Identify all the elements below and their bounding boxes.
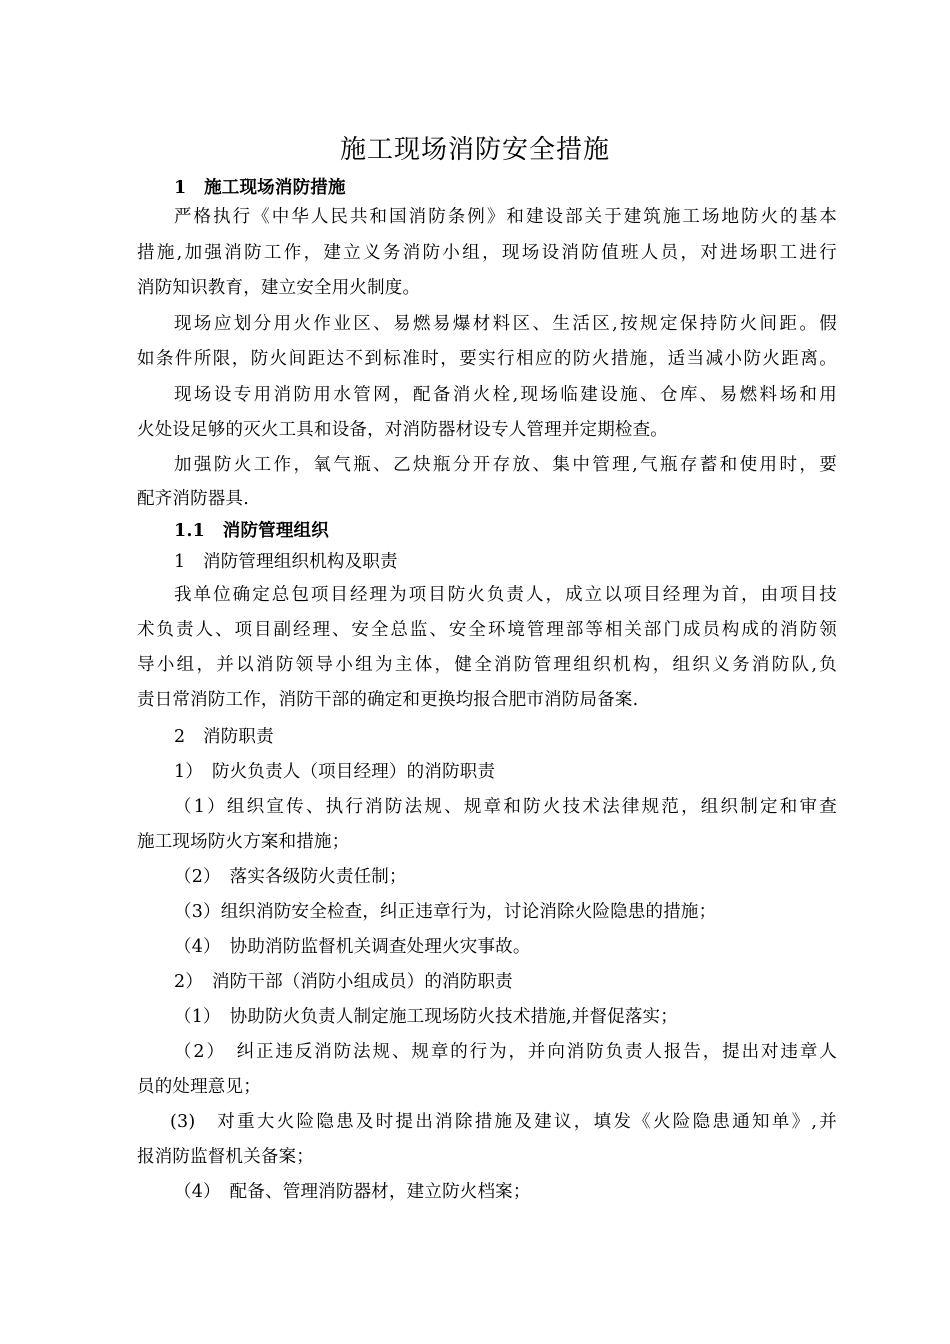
item-heading: 1） 防火负责人（项目经理）的消防职责 [174, 762, 496, 782]
paragraph-line: 加强防火工作，氧气瓶、乙炔瓶分开存放、集中管理,气瓶存蓄和使用时，要 [174, 455, 837, 475]
paragraph-line: 施工现场防火方案和措施； [137, 832, 350, 852]
list-item: （4） 协助消防监督机关调查处理火灾事故。 [174, 937, 531, 957]
paragraph-line: 消防知识教育，建立安全用火制度。 [137, 278, 421, 298]
paragraph-line: 如条件所限，防火间距达不到标准时，要实行相应的防火措施，适当减小防火距离。 [137, 349, 837, 369]
list-item: （3）组织消防安全检查，纠正违章行为，讨论消除火险隐患的措施； [174, 902, 717, 922]
paragraph-line: 我单位确定总包项目经理为项目防火负责人，成立以项目经理为首，由项目技 [174, 585, 837, 605]
list-item: （4） 配备、管理消防器材，建立防火档案； [174, 1182, 531, 1202]
paragraph-line: 火处设足够的灭火工具和设备，对消防器材设专人管理并定期检查。 [137, 420, 668, 440]
list-item: （1） 协助防火负责人制定施工现场防火技术措施,并督促落实； [174, 1007, 678, 1027]
paragraph-line: 严格执行《中华人民共和国消防条例》和建设部关于建筑施工场地防火的基本 [174, 207, 837, 227]
paragraph-line: 配齐消防器具. [137, 489, 249, 509]
paragraph-line: 报消防监督机关备案； [137, 1147, 314, 1167]
item-heading: 2 消防职责 [174, 727, 274, 747]
paragraph-line: 责日常消防工作，消防干部的确定和更换均报合肥市消防局备案. [137, 690, 639, 710]
list-item: （2） 落实各级防火责任制； [174, 867, 407, 887]
paragraph-line: 导小组，并以消防领导小组为主体，健全消防管理组织机构，组织义务消防队,负 [137, 655, 837, 675]
page-title: 施工现场消防安全措施 [339, 135, 610, 165]
paragraph-line: (3) 对重大火险隐患及时提出消除措施及建议，填发《火险隐患通知单》,并 [170, 1112, 837, 1132]
paragraph-line: 现场应划分用火作业区、易燃易爆材料区、生活区,按规定保持防火间距。假 [174, 314, 837, 334]
item-heading: 2） 消防干部（消防小组成员）的消防职责 [174, 972, 513, 992]
paragraph-line: 现场设专用消防用水管网，配备消火栓,现场临建设施、仓库、易燃料场和用 [174, 385, 837, 405]
subsection-heading: 1.1 消防管理组织 [174, 521, 329, 541]
paragraph-line: （2） 纠正违反消防法规、规章的行为，并向消防负责人报告，提出对违章人 [174, 1042, 837, 1062]
paragraph-line: 术负责人、项目副经理、安全总监、安全环境管理部等相关部门成员构成的消防领 [137, 620, 837, 640]
section-heading: 1 施工现场消防措施 [174, 178, 346, 198]
item-heading: 1 消防管理组织机构及职责 [174, 552, 398, 572]
paragraph-line: 员的处理意见； [137, 1077, 261, 1097]
paragraph-line: （1）组织宣传、执行消防法规、规章和防火技术法律规范，组织制定和审查 [174, 797, 837, 817]
paragraph-line: 措施,加强消防工作，建立义务消防小组，现场设消防值班人员，对进场职工进行 [137, 243, 837, 263]
